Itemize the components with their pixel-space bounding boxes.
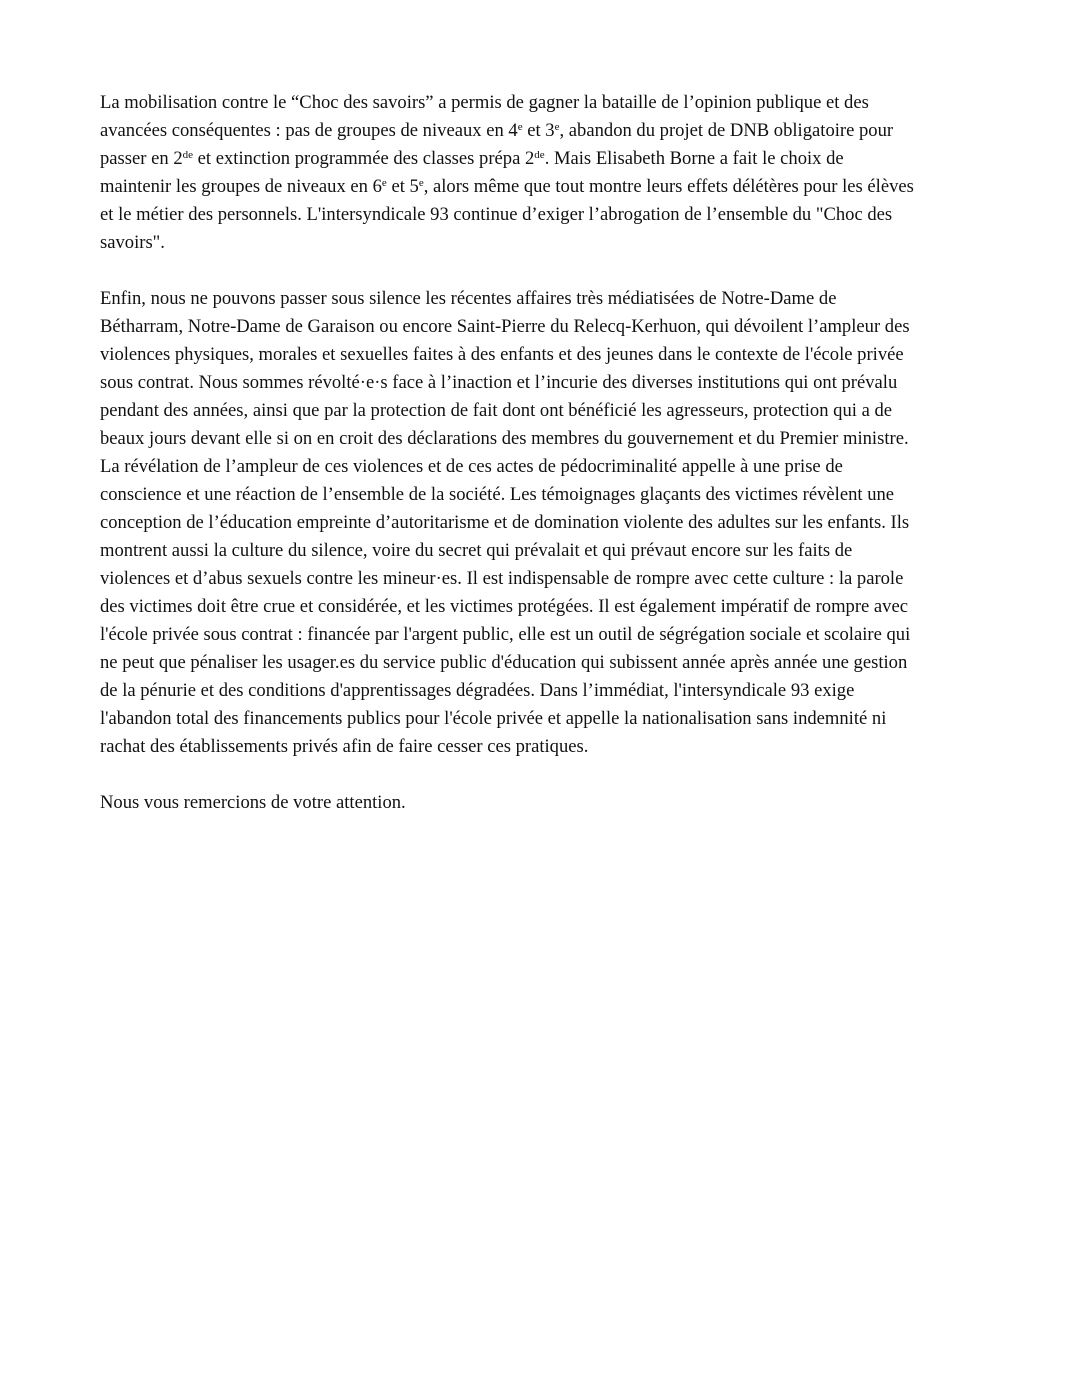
superscript: e <box>517 121 523 133</box>
text-line <box>100 201 1030 229</box>
text-line <box>100 565 1030 593</box>
text-line <box>100 145 1030 173</box>
text-line <box>100 649 1030 677</box>
text-run: beaux jours devant elle si on en croit des déclarations des membres du gouvernement et du Premier ministre. <box>100 428 909 449</box>
paragraph-choc-des-savoirs <box>100 89 1030 257</box>
text-run: conception de l’éducation empreinte d’autoritarisme et de domination violente des adultes sur les enfants. Ils <box>100 512 910 533</box>
superscript: e <box>381 177 387 189</box>
text-run: de la pénurie et des conditions d'apprentissages dégradées. Dans l’immédiat, l'intersyndicale 93 exige <box>100 680 855 701</box>
text-run: pendant des années, ainsi que par la protection de fait dont ont bénéficié les agresseurs, protection qui a de <box>100 400 893 421</box>
text-line <box>100 89 1030 117</box>
text-line <box>100 341 1030 369</box>
text-run: maintenir les groupes de niveaux en 6 <box>100 176 382 197</box>
superscript: de <box>182 149 194 161</box>
text-line <box>100 733 1030 761</box>
text-run: l'abandon total des financements publics pour l'école privée et appelle la nationalisation sans indemnité ni <box>100 708 887 729</box>
text-run: rachat des établissements privés afin de faire cesser ces pratiques. <box>100 736 589 757</box>
text-run: sous contrat. Nous sommes révolté·e·s face à l’inaction et l’incurie des diverses institutions qui ont prévalu <box>100 372 898 393</box>
text-line <box>100 425 1030 453</box>
text-run: , alors même que tout montre leurs effets délétères pour les élèves <box>423 176 914 197</box>
text-run: et 5 <box>386 176 419 197</box>
text-run: et 3 <box>522 120 555 141</box>
text-line <box>100 453 1030 481</box>
text-line <box>100 285 1030 313</box>
text-run: ne peut que pénaliser les usager.es du service public d'éducation qui subissent année après année une gestion <box>100 652 908 673</box>
paragraph-ecole-privee <box>100 285 1030 761</box>
text-line <box>100 509 1030 537</box>
superscript: de <box>534 149 545 161</box>
text-run: . Mais Elisabeth Borne a fait le choix de <box>544 148 844 169</box>
text-line <box>100 789 1030 817</box>
text-run: avancées conséquentes : pas de groupes de niveaux en 4 <box>100 120 518 141</box>
text-run: Bétharram, Notre-Dame de Garaison ou encore Saint-Pierre du Relecq-Kerhuon, qui dévoilent l’ampleur des <box>100 316 910 337</box>
text-run: violences et d’abus sexuels contre les mineur·es. Il est indispensable de rompre avec cette culture : la parole <box>100 568 904 589</box>
text-line <box>100 397 1030 425</box>
text-line <box>100 705 1030 733</box>
text-run: conscience et une réaction de l’ensemble de la société. Les témoignages glaçants des victimes révèlent une <box>100 484 895 505</box>
text-line <box>100 677 1030 705</box>
text-run: l'école privée sous contrat : financée par l'argent public, elle est un outil de ségrégation sociale et scolaire qui <box>100 624 911 645</box>
text-line <box>100 481 1030 509</box>
text-run: et le métier des personnels. L'intersyndicale 93 continue d’exiger l’abrogation de l’ensemble du "Choc des <box>100 204 893 225</box>
text-run: La mobilisation contre le “Choc des savoirs” a permis de gagner la bataille de l’opinion publique et des <box>100 92 869 113</box>
text-line <box>100 229 1030 257</box>
text-run: violences physiques, morales et sexuelles faites à des enfants et des jeunes dans le contexte de l'école privée <box>100 344 904 365</box>
text-line <box>100 593 1030 621</box>
text-run: savoirs". <box>100 232 165 253</box>
text-line <box>100 621 1030 649</box>
superscript: e <box>418 177 424 189</box>
text-run: Nous vous remercions de votre attention. <box>100 792 406 813</box>
paragraph-closing <box>100 789 1030 817</box>
text-line <box>100 369 1030 397</box>
text-line <box>100 537 1030 565</box>
text-run: passer en 2 <box>100 148 183 169</box>
text-line <box>100 173 1030 201</box>
text-run: Enfin, nous ne pouvons passer sous silence les récentes affaires très médiatisées de Notre-Dame de <box>100 288 837 309</box>
document-body <box>100 89 1030 845</box>
text-run: , abandon du projet de DNB obligatoire pour <box>559 120 894 141</box>
text-run: des victimes doit être crue et considérée, et les victimes protégées. Il est également impératif de rompre avec <box>100 596 908 617</box>
superscript: e <box>554 121 560 133</box>
text-run: et extinction programmée des classes prépa 2 <box>193 148 535 169</box>
text-run: La révélation de l’ampleur de ces violences et de ces actes de pédocriminalité appelle à une prise de <box>100 456 843 477</box>
text-run: montrent aussi la culture du silence, voire du secret qui prévalait et qui prévaut encore sur les faits de <box>100 540 853 561</box>
text-line <box>100 117 1030 145</box>
text-line <box>100 313 1030 341</box>
